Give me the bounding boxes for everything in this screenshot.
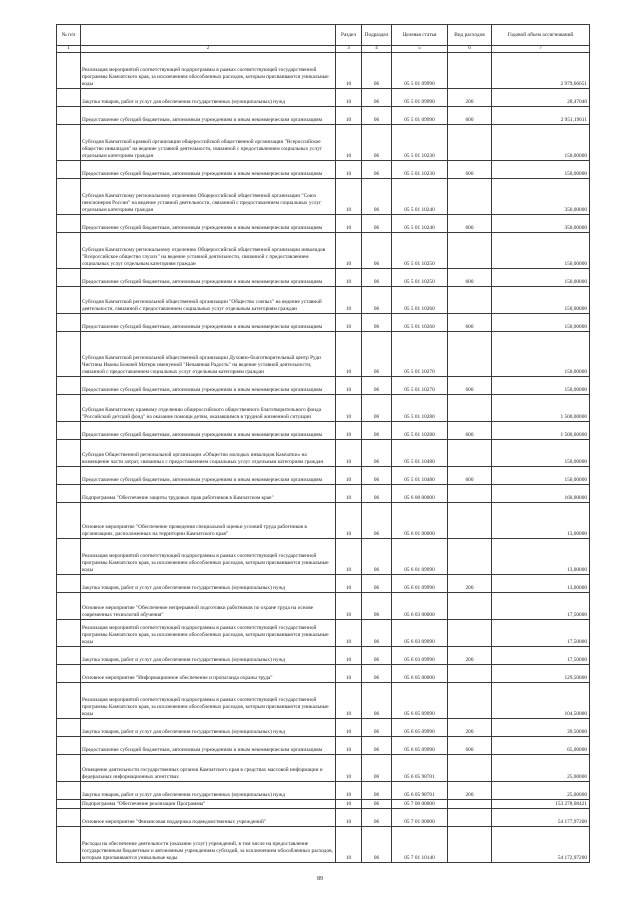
row-amount: 160,00000 [492, 485, 590, 503]
row-amount: 2 951,19611 [492, 107, 590, 125]
row-description: Субсидия Камчатской краевой организации общероссийской общественной организации "Всероссийское общество инвалидов" на ведение уставной деятельности, связанной с предоставлением социальных услуг отдельным категориям граждан [81, 125, 336, 161]
row-expense-type [448, 440, 492, 467]
table-row [57, 755, 590, 782]
row-podrazdel: 06 [362, 665, 392, 683]
row-podrazdel: 06 [362, 89, 392, 107]
row-podrazdel: 06 [362, 233, 392, 269]
row-amount: 129,50000 [492, 665, 590, 683]
row-amount: 1 500,00000 [492, 395, 590, 422]
row-target-article: 05 5 01 10260 [392, 314, 448, 332]
row-expense-type: 200 [448, 89, 492, 107]
row-target-article: 05 7 01 10140 [392, 827, 448, 863]
table-row [57, 539, 590, 575]
row-razdel: 10 [336, 593, 362, 620]
row-podrazdel: 06 [362, 575, 392, 593]
row-number-cell [57, 440, 81, 467]
row-podrazdel: 06 [362, 485, 392, 503]
row-target-article: 05 5 01 10280 [392, 395, 448, 422]
row-expense-type [448, 485, 492, 503]
table-row [57, 647, 590, 665]
row-description: Субсидия Камчатской региональной общественной организации Духовно-благотворительный центр Руди Чистины Иконы Божией Матери именуемой "Нечаянная Радость" на ведение уставной деятельности, связанной с предоставлением социальных услуг отдельным категориям граждан [81, 332, 336, 377]
row-razdel: 10 [336, 683, 362, 719]
row-description: Основное мероприятие "Обеспечение непрерывной подготовки работников по охране труда на основе современных технологий обучения" [81, 593, 336, 620]
table-row [57, 593, 590, 620]
row-target-article: 05 6 03 09990 [392, 620, 448, 647]
row-podrazdel: 06 [362, 179, 392, 215]
row-expense-type [448, 809, 492, 827]
row-description: Основное мероприятие "Финансовая поддержка подведомственных учреждений" [81, 809, 336, 827]
row-podrazdel: 06 [362, 332, 392, 377]
header-name [81, 25, 336, 46]
row-amount: 104,50000 [492, 683, 590, 719]
row-amount: 150,00000 [492, 161, 590, 179]
row-number-cell [57, 503, 81, 539]
table-body [57, 53, 590, 863]
row-description: Основное мероприятие "Обеспечение проведения специальной оценки условий труда работников в организациях, расположенных на территории Камчатского края" [81, 503, 336, 539]
row-expense-type [448, 800, 492, 809]
row-description: Реализация мероприятий соответствующей подпрограммы в рамках соответствующей государственной программы Камчатского края, за исключением обособленных расходов, которым присваиваются уникальные коды [81, 683, 336, 719]
row-number-cell [57, 737, 81, 755]
table-row [57, 503, 590, 539]
row-razdel: 10 [336, 107, 362, 125]
table-row [57, 107, 590, 125]
table-row [57, 683, 590, 719]
row-razdel: 10 [336, 179, 362, 215]
row-podrazdel: 06 [362, 620, 392, 647]
row-number-cell [57, 179, 81, 215]
row-target-article: 05 5 01 10230 [392, 161, 448, 179]
row-amount: 150,00000 [492, 233, 590, 269]
row-razdel: 10 [336, 539, 362, 575]
row-target-article: 05 6 05 98701 [392, 782, 448, 800]
header-expense-type: Вид расходов [448, 25, 492, 46]
row-podrazdel: 06 [362, 647, 392, 665]
table-row [57, 575, 590, 593]
row-description: Субсидия Камчатскому региональному отделению Общероссийской общественной организации "Союз пенсионеров России" на ведение уставной деятельности, связанной с предоставлением социальных услуг отдельным категориям граждан [81, 179, 336, 215]
row-podrazdel: 06 [362, 377, 392, 395]
table-row [57, 719, 590, 737]
row-podrazdel: 06 [362, 395, 392, 422]
row-number-cell [57, 782, 81, 800]
row-target-article: 05 5 01 10250 [392, 233, 448, 269]
row-razdel: 10 [336, 503, 362, 539]
row-razdel: 10 [336, 269, 362, 287]
row-amount: 54 177,97200 [492, 809, 590, 827]
row-description: Подпрограмма "Обеспечение защиты трудовых прав работников в Камчатском крае" [81, 485, 336, 503]
row-description: Предоставление субсидий бюджетным, автономным учреждениям и иным некоммерческим организациям [81, 422, 336, 440]
row-podrazdel: 06 [362, 827, 392, 863]
table-row [57, 314, 590, 332]
row-razdel: 10 [336, 665, 362, 683]
row-number-cell [57, 800, 81, 809]
row-target-article: 05 5 01 10260 [392, 287, 448, 314]
row-podrazdel: 06 [362, 440, 392, 467]
row-razdel: 10 [336, 827, 362, 863]
row-podrazdel: 06 [362, 719, 392, 737]
row-target-article: 05 6 05 09990 [392, 719, 448, 737]
row-description: Закупка товаров, работ и услуг для обеспечения государственных (муниципальных) нужд [81, 575, 336, 593]
row-description: Закупка товаров, работ и услуг для обеспечения государственных (муниципальных) нужд [81, 89, 336, 107]
row-target-article: 05 5 01 09990 [392, 89, 448, 107]
row-podrazdel: 06 [362, 755, 392, 782]
row-expense-type [448, 827, 492, 863]
row-razdel: 10 [336, 800, 362, 809]
row-description: Субсидия Камчатскому региональному отделению Общероссийской общественной организации инвалидов "Всероссийское общество глухих" на ведение уставной деятельности, связанной с предоставлением социальных услуг отдельным категориям граждан [81, 233, 336, 269]
table-row [57, 809, 590, 827]
row-number-cell [57, 719, 81, 737]
row-razdel: 10 [336, 485, 362, 503]
table-header-row [57, 25, 590, 46]
row-number-cell [57, 755, 81, 782]
row-razdel: 10 [336, 782, 362, 800]
page-number: 89 [317, 876, 323, 882]
row-podrazdel: 06 [362, 107, 392, 125]
row-description: Субсидия Камчатской региональной общественной организации "Общество слепых" на ведение уставной деятельности, связанной с предоставлением социальных услуг отдельным категориям граждан [81, 287, 336, 314]
row-expense-type [448, 179, 492, 215]
row-description: Субсидия Общественной региональной организации «Общество молодых инвалидов Камчатки» на возмещение части затрат, связанных с предоставлением социальных услуг отдельным категориям граждан [81, 440, 336, 467]
row-podrazdel: 06 [362, 422, 392, 440]
row-expense-type: 600 [448, 422, 492, 440]
row-description: Предоставление субсидий бюджетным, автономным учреждениям и иным некоммерческим организациям [81, 737, 336, 755]
row-expense-type [448, 503, 492, 539]
row-target-article: 05 6 03 09990 [392, 647, 448, 665]
table-row [57, 179, 590, 215]
row-razdel: 10 [336, 377, 362, 395]
row-expense-type: 600 [448, 269, 492, 287]
row-description: Предоставление субсидий бюджетным, автономным учреждениям и иным некоммерческим организациям [81, 467, 336, 485]
row-amount: 150,00000 [492, 332, 590, 377]
table-row [57, 800, 590, 809]
row-number-cell [57, 233, 81, 269]
row-amount: 17,50000 [492, 620, 590, 647]
row-description: Закупка товаров, работ и услуг для обеспечения государственных (муниципальных) нужд [81, 647, 336, 665]
row-expense-type [448, 53, 492, 89]
row-podrazdel: 06 [362, 800, 392, 809]
row-number-cell [57, 125, 81, 161]
budget-page [56, 24, 589, 863]
row-target-article: 05 5 01 09990 [392, 53, 448, 89]
row-target-article: 05 6 05 98701 [392, 755, 448, 782]
row-expense-type [448, 332, 492, 377]
table-row [57, 269, 590, 287]
row-expense-type [448, 395, 492, 422]
row-description: Предоставление субсидий бюджетным, автономным учреждениям и иным некоммерческим организациям [81, 215, 336, 233]
row-amount: 150,00000 [492, 314, 590, 332]
row-razdel: 10 [336, 125, 362, 161]
row-amount: 150,00000 [492, 377, 590, 395]
row-podrazdel: 06 [362, 503, 392, 539]
column-number: 1 [57, 46, 81, 53]
row-number-cell [57, 467, 81, 485]
header-razdel: Раздел [336, 25, 362, 46]
row-podrazdel: 06 [362, 314, 392, 332]
table-row [57, 332, 590, 377]
row-razdel: 10 [336, 719, 362, 737]
row-amount: 150,00000 [492, 125, 590, 161]
row-target-article: 05 7 00 00000 [392, 800, 448, 809]
row-podrazdel: 06 [362, 53, 392, 89]
row-number-cell [57, 827, 81, 863]
table-row [57, 665, 590, 683]
row-number-cell [57, 287, 81, 314]
header-annual-amount: Годовой объем ассигнований [492, 25, 590, 46]
row-amount: 65,00000 [492, 737, 590, 755]
row-expense-type [448, 620, 492, 647]
row-razdel: 10 [336, 440, 362, 467]
row-description: Предоставление субсидий бюджетным, автономным учреждениям и иным некоммерческим организациям [81, 107, 336, 125]
row-target-article: 05 6 01 09990 [392, 539, 448, 575]
row-expense-type [448, 665, 492, 683]
row-number-cell [57, 647, 81, 665]
row-expense-type: 600 [448, 107, 492, 125]
table-row [57, 89, 590, 107]
row-target-article: 05 5 01 10270 [392, 377, 448, 395]
row-target-article: 05 5 01 10240 [392, 215, 448, 233]
row-amount: 13,00000 [492, 503, 590, 539]
column-number: 4 [362, 46, 392, 53]
row-number-cell [57, 593, 81, 620]
row-amount: 13,00000 [492, 575, 590, 593]
table-row [57, 233, 590, 269]
row-number-cell [57, 485, 81, 503]
column-number: 2 [81, 46, 336, 53]
row-razdel: 10 [336, 314, 362, 332]
row-description: Предоставление субсидий бюджетным, автономным учреждениям и иным некоммерческим организациям [81, 161, 336, 179]
row-description: Предоставление субсидий бюджетным, автономным учреждениям и иным некоммерческим организациям [81, 269, 336, 287]
row-description: Закупка товаров, работ и услуг для обеспечения государственных (муниципальных) нужд [81, 719, 336, 737]
row-razdel: 10 [336, 422, 362, 440]
row-amount: 17,50000 [492, 593, 590, 620]
row-razdel: 10 [336, 755, 362, 782]
row-expense-type [448, 755, 492, 782]
table-row [57, 53, 590, 89]
header-podrazdel: Подраздел [362, 25, 392, 46]
table-row [57, 737, 590, 755]
row-expense-type: 600 [448, 737, 492, 755]
row-podrazdel: 06 [362, 782, 392, 800]
row-target-article: 05 5 01 10250 [392, 269, 448, 287]
row-razdel: 10 [336, 395, 362, 422]
row-expense-type: 600 [448, 377, 492, 395]
row-amount: 150,00000 [492, 467, 590, 485]
row-podrazdel: 06 [362, 539, 392, 575]
row-razdel: 10 [336, 620, 362, 647]
row-razdel: 10 [336, 467, 362, 485]
row-target-article: 05 6 00 00000 [392, 485, 448, 503]
row-expense-type: 600 [448, 467, 492, 485]
row-podrazdel: 06 [362, 161, 392, 179]
row-podrazdel: 06 [362, 215, 392, 233]
row-podrazdel: 06 [362, 683, 392, 719]
column-number: 7 [492, 46, 590, 53]
row-amount: 153 278,08421 [492, 800, 590, 809]
row-razdel: 10 [336, 161, 362, 179]
row-razdel: 10 [336, 89, 362, 107]
column-number: 3 [336, 46, 362, 53]
row-expense-type: 600 [448, 161, 492, 179]
row-amount: 25,00000 [492, 755, 590, 782]
row-podrazdel: 06 [362, 287, 392, 314]
row-description: Предоставление субсидий бюджетным, автономным учреждениям и иным некоммерческим организациям [81, 314, 336, 332]
row-expense-type: 200 [448, 575, 492, 593]
row-amount: 350,00000 [492, 215, 590, 233]
row-description: Подпрограмма "Обеспечение реализации Программы" [81, 800, 336, 809]
row-amount: 54 172,97200 [492, 827, 590, 863]
row-expense-type: 600 [448, 314, 492, 332]
row-number-cell [57, 809, 81, 827]
table-row [57, 827, 590, 863]
row-razdel: 10 [336, 332, 362, 377]
row-expense-type [448, 683, 492, 719]
row-razdel: 10 [336, 809, 362, 827]
row-expense-type: 200 [448, 647, 492, 665]
row-podrazdel: 06 [362, 467, 392, 485]
table-row [57, 782, 590, 800]
row-podrazdel: 06 [362, 125, 392, 161]
row-target-article: 05 6 05 09990 [392, 683, 448, 719]
row-description: Субсидия Камчатскому краевому отделению общероссийского общественного благотворительного фонда "Российский детский фонд" на оказание помощи детям, оказавшимся в трудной жизненной ситуации [81, 395, 336, 422]
row-number-cell [57, 314, 81, 332]
row-amount: 350,00000 [492, 179, 590, 215]
column-number: 5 [392, 46, 448, 53]
row-amount: 2 979,66651 [492, 53, 590, 89]
row-target-article: 05 6 01 00000 [392, 503, 448, 539]
row-target-article: 05 5 01 10270 [392, 332, 448, 377]
table-row [57, 125, 590, 161]
row-razdel: 10 [336, 737, 362, 755]
row-amount: 39,50000 [492, 719, 590, 737]
row-amount: 150,00000 [492, 287, 590, 314]
row-number-cell [57, 53, 81, 89]
row-target-article: 05 5 01 10280 [392, 422, 448, 440]
row-description: Расходы на обеспечение деятельности (оказание услуг) учреждений, в том числе на предоставление государственным бюджетным и автономным учреждениям субсидий, за исключением обособленных расходов, которым присваиваются уникальные коды [81, 827, 336, 863]
row-number-cell [57, 107, 81, 125]
row-podrazdel: 06 [362, 809, 392, 827]
row-description: Реализация мероприятий соответствующей подпрограммы в рамках соответствующей государственной программы Камчатского края, за исключением обособленных расходов, которым присваиваются уникальные коды [81, 539, 336, 575]
row-expense-type [448, 593, 492, 620]
row-number-cell [57, 215, 81, 233]
row-amount: 150,00000 [492, 269, 590, 287]
row-podrazdel: 06 [362, 737, 392, 755]
row-razdel: 10 [336, 233, 362, 269]
row-target-article: 05 6 05 09990 [392, 737, 448, 755]
row-description: Основное мероприятие "Информационное обеспечение и пропаганда охраны труда" [81, 665, 336, 683]
header-number: № п/п [57, 25, 81, 46]
row-amount: 13,00000 [492, 539, 590, 575]
row-expense-type [448, 287, 492, 314]
row-amount: 17,50000 [492, 647, 590, 665]
row-number-cell [57, 665, 81, 683]
table-row [57, 440, 590, 467]
table-row [57, 161, 590, 179]
table-row [57, 395, 590, 422]
header-target-article: Целевая статья [392, 25, 448, 46]
row-target-article: 05 5 01 10480 [392, 467, 448, 485]
row-target-article: 05 7 01 00000 [392, 809, 448, 827]
row-target-article: 05 5 01 10230 [392, 125, 448, 161]
row-razdel: 10 [336, 647, 362, 665]
row-razdel: 10 [336, 575, 362, 593]
row-number-cell [57, 269, 81, 287]
row-number-cell [57, 395, 81, 422]
table-row [57, 467, 590, 485]
row-podrazdel: 06 [362, 593, 392, 620]
row-razdel: 10 [336, 287, 362, 314]
row-number-cell [57, 539, 81, 575]
row-amount: 1 500,00000 [492, 422, 590, 440]
row-description: Реализация мероприятий соответствующей подпрограммы в рамках соответствующей государственной программы Камчатского края, за исключением обособленных расходов, которым присваиваются уникальные коды [81, 620, 336, 647]
row-description: Закупка товаров, работ и услуг для обеспечения государственных (муниципальных) нужд [81, 782, 336, 800]
table-row [57, 215, 590, 233]
row-amount: 28,47040 [492, 89, 590, 107]
row-number-cell [57, 575, 81, 593]
row-number-cell [57, 422, 81, 440]
row-target-article: 05 5 01 09990 [392, 107, 448, 125]
row-expense-type: 600 [448, 215, 492, 233]
row-number-cell [57, 683, 81, 719]
row-target-article: 05 6 03 00000 [392, 593, 448, 620]
row-expense-type [448, 539, 492, 575]
row-description: Реализация мероприятий соответствующей подпрограммы в рамках соответствующей государственной программы Камчатского края, за исключением обособленных расходов, которым присваиваются уникальные коды [81, 53, 336, 89]
table-row [57, 485, 590, 503]
row-target-article: 05 5 01 10240 [392, 179, 448, 215]
row-razdel: 10 [336, 53, 362, 89]
row-number-cell [57, 332, 81, 377]
row-amount: 25,00000 [492, 782, 590, 800]
row-description: Предоставление субсидий бюджетным, автономным учреждениям и иным некоммерческим организациям [81, 377, 336, 395]
row-razdel: 10 [336, 215, 362, 233]
row-podrazdel: 06 [362, 269, 392, 287]
row-target-article: 05 6 05 00000 [392, 665, 448, 683]
row-expense-type [448, 233, 492, 269]
table-row [57, 620, 590, 647]
table-column-numbers-row [57, 46, 590, 53]
table-row [57, 377, 590, 395]
row-number-cell [57, 620, 81, 647]
column-number: 6 [448, 46, 492, 53]
table-row [57, 422, 590, 440]
row-number-cell [57, 377, 81, 395]
budget-table [56, 24, 590, 863]
row-description: Освещение деятельности государственных органов Камчатского края в средствах массовой информации и федеральных информационных агентствах [81, 755, 336, 782]
row-number-cell [57, 161, 81, 179]
row-amount: 150,00000 [492, 440, 590, 467]
row-expense-type: 200 [448, 782, 492, 800]
row-expense-type: 200 [448, 719, 492, 737]
row-number-cell [57, 89, 81, 107]
row-expense-type [448, 125, 492, 161]
table-row [57, 287, 590, 314]
row-target-article: 05 6 01 09990 [392, 575, 448, 593]
row-target-article: 05 5 01 10480 [392, 440, 448, 467]
